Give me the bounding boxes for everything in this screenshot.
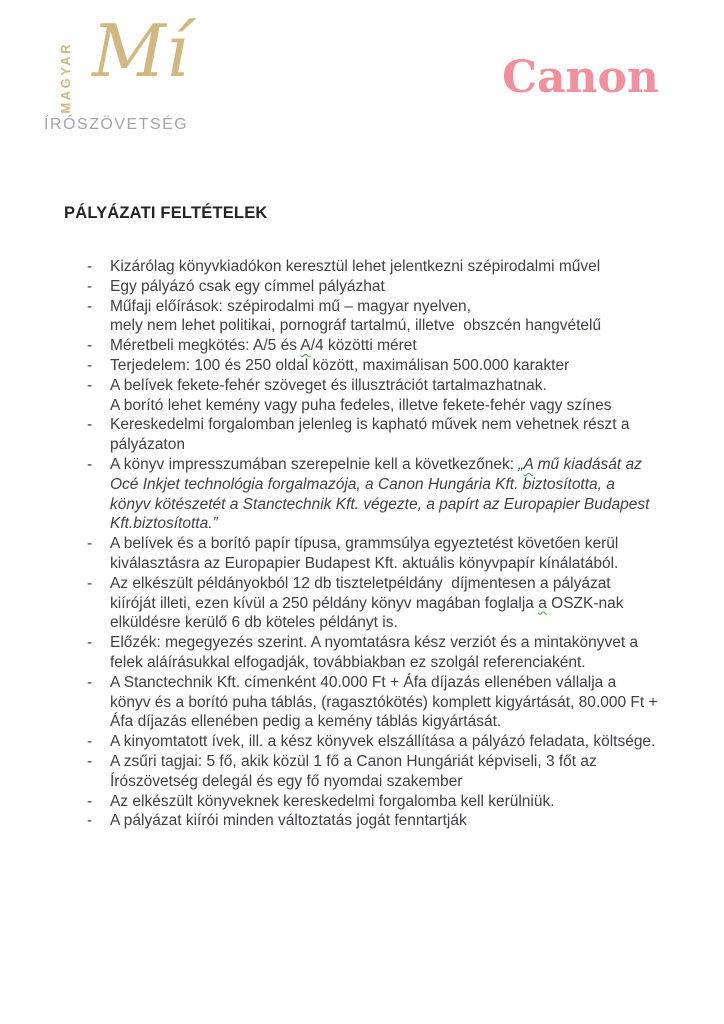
text-line: Terjedelem: 100 és 250 oldal között, maximálisan 500.000 karakter bbox=[110, 356, 570, 374]
list-item bbox=[87, 415, 697, 455]
text-line: mely nem lehet politikai, pornográf tartalmú, illetve obszcén hangvételű bbox=[110, 317, 602, 335]
bullet-dash: - bbox=[87, 277, 93, 295]
text-line: könyv és a borító puha táblás, (ragasztókötés) komplett kigyártását, 80.000 Ft + bbox=[110, 693, 658, 711]
text-line: A borító lehet kemény vagy puha fedeles, illetve fekete-fehér vagy színes bbox=[110, 396, 612, 414]
item-text bbox=[110, 336, 697, 356]
text-line: A zsűri tagjai: 5 fő, akik közül 1 fő a Canon Hungáriát képviseli, 3 főt az bbox=[110, 752, 597, 770]
bullet-dash: - bbox=[87, 752, 93, 770]
item-text bbox=[110, 574, 697, 633]
bullet-dash: - bbox=[87, 337, 93, 355]
text-line: A kinyomtatott ívek, ill. a kész könyvek elszállítása a pályázó feladata, költsége. bbox=[110, 733, 656, 751]
item-text bbox=[110, 376, 697, 416]
item-text bbox=[110, 257, 697, 277]
text-line: kiíróját illeti, ezen kívül a 250 példány könyv magában foglalja a OSZK-nak bbox=[110, 594, 624, 612]
logo-vertical-text: MAGYAR bbox=[58, 42, 73, 114]
list-item bbox=[87, 257, 697, 277]
item-text bbox=[110, 811, 697, 831]
bullet-dash: - bbox=[87, 258, 93, 275]
list-item bbox=[87, 297, 697, 337]
bullet-dash: - bbox=[87, 574, 93, 592]
item-text bbox=[110, 752, 697, 792]
text-line: Kizárólag könyvkiadókon keresztül lehet jelentkezni szépirodalmi művel bbox=[110, 258, 601, 275]
list-item bbox=[87, 732, 697, 752]
text-line: Előzék: megegyezés szerint. A nyomtatásra kész verziót és a mintakönyvet a bbox=[110, 634, 639, 652]
bullet-dash: - bbox=[87, 297, 93, 315]
item-text bbox=[110, 732, 697, 752]
list-item bbox=[87, 811, 697, 831]
text-line: Az elkészült példányokból 12 db tiszteletpéldány díjmentesen a pályázat bbox=[110, 574, 611, 592]
magyar-iroszovetseg-logo bbox=[42, 9, 202, 144]
text-line: Océ Inkjet technológia forgalmazója, a Canon Hungária Kft. biztosította, a bbox=[110, 475, 615, 493]
list-item bbox=[87, 277, 697, 297]
canon-logo bbox=[502, 52, 662, 108]
list-item bbox=[87, 673, 697, 732]
list-item bbox=[87, 574, 697, 633]
item-text bbox=[110, 415, 697, 455]
item-text bbox=[110, 633, 697, 673]
text-line: A Stanctechnik Kft. címenként 40.000 Ft + Áfa díjazás ellenében vállalja a bbox=[110, 673, 617, 691]
list-item bbox=[87, 336, 697, 356]
text-line: A belívek és a borító papír típusa, grammsúlya egyeztetést követően kerül bbox=[110, 535, 619, 553]
bullet-dash: - bbox=[87, 733, 93, 751]
text-line: A könyv impresszumában szerepelnie kell a következőnek: „A mű kiadását az bbox=[110, 455, 642, 473]
item-text bbox=[110, 455, 697, 534]
bullet-dash: - bbox=[87, 455, 93, 473]
item-text bbox=[110, 297, 697, 337]
bullet-dash: - bbox=[87, 376, 93, 394]
list-item bbox=[87, 752, 697, 792]
list-item bbox=[87, 356, 697, 376]
text-line: felek aláírásukkal elfogadják, továbbiakban ez szolgál referenciaként. bbox=[110, 653, 586, 671]
logo-subtitle: ÍRÓSZÖVETSÉG bbox=[44, 116, 189, 133]
item-text bbox=[110, 792, 697, 812]
text-line: Műfaji előírások: szépirodalmi mű – magyar nyelven, bbox=[110, 297, 471, 315]
list-item bbox=[87, 455, 697, 534]
text-line: Méretbeli megkötés: A/5 és A/4 közötti méret bbox=[110, 337, 417, 355]
page-title: PÁLYÁZATI FELTÉTELEK bbox=[64, 204, 268, 222]
item-text bbox=[110, 277, 697, 297]
bullet-dash: - bbox=[87, 416, 93, 434]
text-line: Írószövetség delegál és egy fő nyomdai szakember bbox=[110, 772, 463, 790]
text-line: könyv kötészetét a Stanctechnik Kft. végezte, a papírt az Europapier Budapest bbox=[110, 495, 650, 513]
list-item bbox=[87, 633, 697, 673]
conditions-list bbox=[87, 257, 697, 831]
bullet-dash: - bbox=[87, 792, 93, 810]
bullet-dash: - bbox=[87, 535, 93, 553]
text-line: pályázaton bbox=[110, 436, 185, 454]
bullet-dash: - bbox=[87, 356, 93, 374]
text-line: A pályázat kiírói minden változtatás jogát fenntartják bbox=[110, 812, 467, 830]
list-item bbox=[87, 376, 697, 416]
item-text bbox=[110, 673, 697, 732]
text-line: Áfa díjazás ellenében pedig a kemény táblás kigyártását. bbox=[110, 713, 502, 731]
text-line: kiválasztásra az Europapier Budapest Kft. aktuális könyvpapír kínálatából. bbox=[110, 554, 619, 572]
bullet-dash: - bbox=[87, 634, 93, 652]
text-line: Az elkészült könyveknek kereskedelmi forgalomba kell kerülniük. bbox=[110, 792, 555, 810]
bullet-dash: - bbox=[87, 673, 93, 691]
text-line: Kereskedelmi forgalomban jelenleg is kapható művek nem vehetnek részt a bbox=[110, 416, 630, 434]
text-line: elküldésre kerülő 6 db köteles példányt is. bbox=[110, 614, 398, 632]
canon-wordmark: Canon bbox=[502, 52, 659, 103]
item-text bbox=[110, 534, 697, 574]
bullet-dash: - bbox=[87, 812, 93, 830]
list-item bbox=[87, 792, 697, 812]
list-item bbox=[87, 534, 697, 574]
logo-monogram: Mí bbox=[92, 9, 189, 93]
item-text bbox=[110, 356, 697, 376]
text-line: A belívek fekete-fehér szöveget és illusztrációt tartalmazhatnak. bbox=[110, 376, 547, 394]
text-line: Egy pályázó csak egy címmel pályázhat bbox=[110, 277, 385, 295]
text-line: Kft.biztosította.” bbox=[110, 515, 218, 533]
